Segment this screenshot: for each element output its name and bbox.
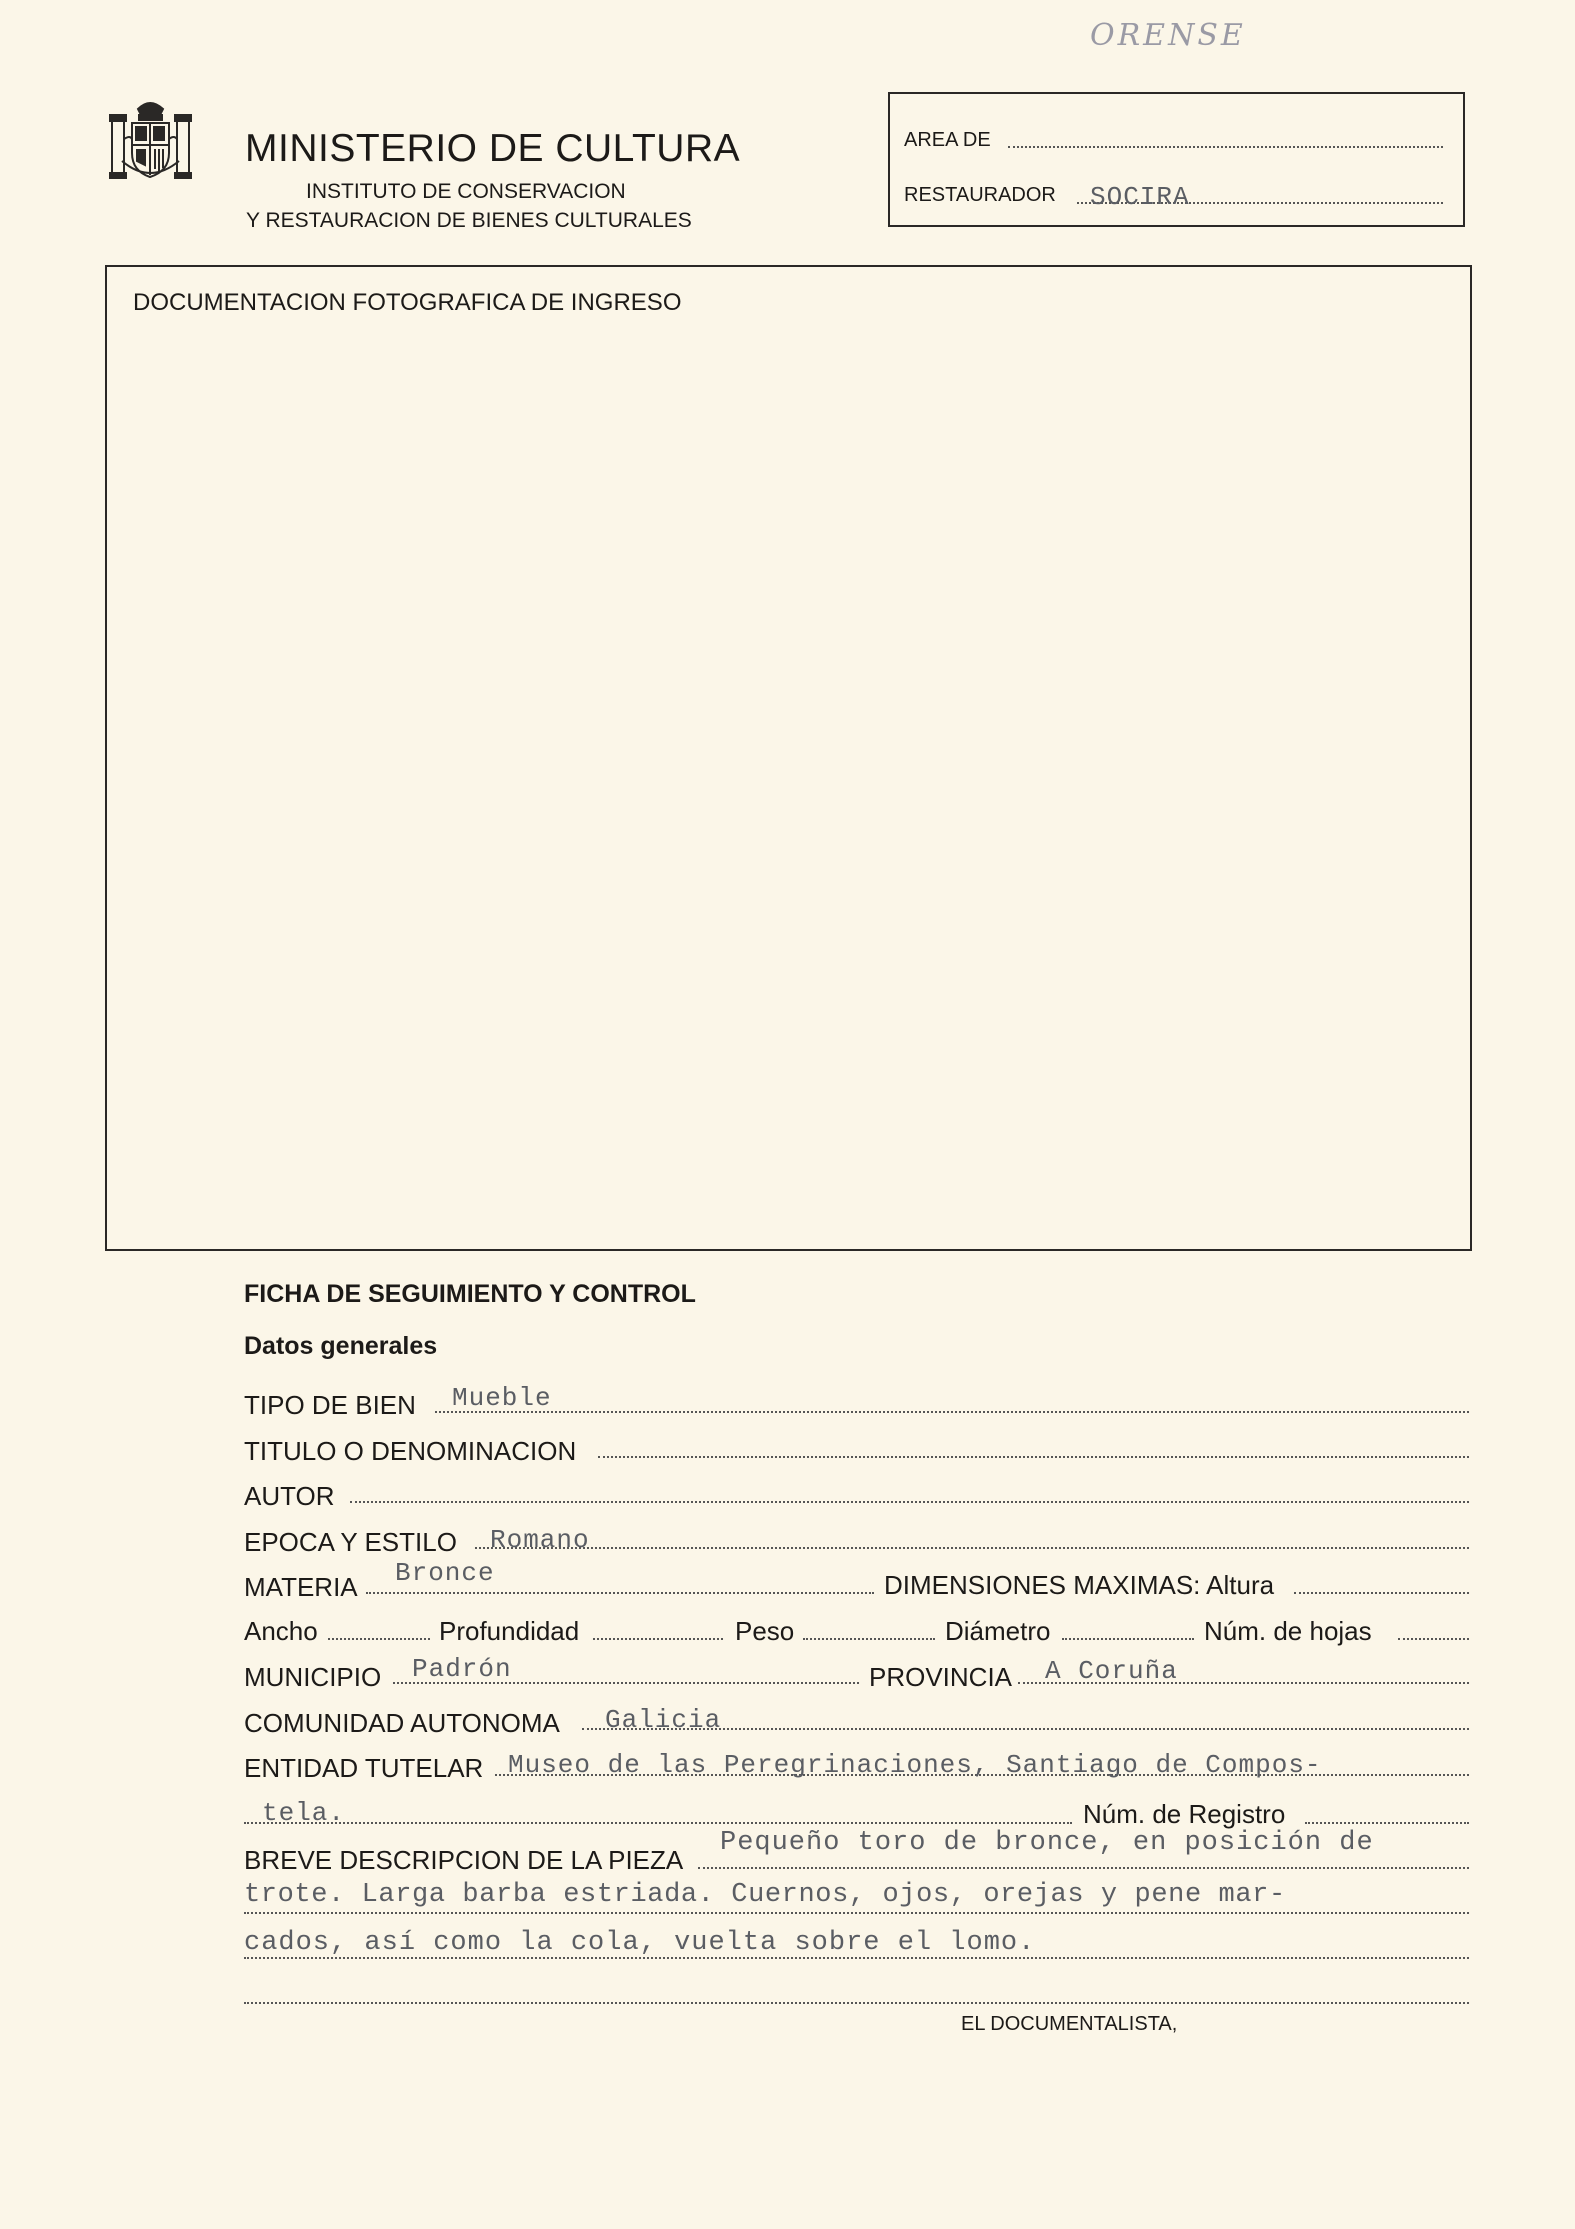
- epoca-value: Romano: [490, 1525, 590, 1555]
- area-field[interactable]: [1008, 146, 1443, 148]
- institute-line-1: INSTITUTO DE CONSERVACION: [306, 180, 626, 203]
- materia-label: MATERIA: [244, 1572, 358, 1602]
- institute-line-2: Y RESTAURACION DE BIENES CULTURALES: [246, 209, 692, 232]
- epoca-field[interactable]: [475, 1547, 1469, 1549]
- municipio-label: MUNICIPIO: [244, 1662, 382, 1692]
- dimensiones-label: DIMENSIONES MAXIMAS: Altura: [884, 1570, 1275, 1600]
- coat-of-arms-icon: [108, 95, 193, 187]
- registro-label: Núm. de Registro: [1083, 1799, 1286, 1829]
- materia-field[interactable]: [366, 1592, 874, 1594]
- ministry-title: MINISTERIO DE CULTURA: [245, 127, 741, 170]
- form-subtitle: Datos generales: [244, 1332, 438, 1360]
- restaurador-value: SOCIRA: [1090, 182, 1190, 212]
- area-label: AREA DE: [904, 129, 991, 151]
- descripcion-line1: Pequeño toro de bronce, en posición de: [720, 1828, 1374, 1858]
- epoca-label: EPOCA Y ESTILO: [244, 1527, 457, 1557]
- ancho-label: Ancho: [244, 1616, 318, 1646]
- altura-field[interactable]: [1294, 1592, 1469, 1594]
- provincia-label: PROVINCIA: [869, 1662, 1013, 1692]
- descripcion-field-4[interactable]: [244, 2002, 1469, 2004]
- profundidad-field[interactable]: [593, 1638, 723, 1640]
- descripcion-field-1[interactable]: [698, 1867, 1469, 1869]
- municipio-value: Padrón: [412, 1654, 512, 1684]
- tipo-label: TIPO DE BIEN: [244, 1390, 416, 1420]
- descripcion-line3: cados, así como la cola, vuelta sobre el lomo.: [244, 1928, 1036, 1958]
- handwritten-note: ORENSE: [1090, 18, 1246, 53]
- entidad-field-2[interactable]: [244, 1822, 1072, 1824]
- autor-field[interactable]: [350, 1501, 1469, 1503]
- photo-documentation-box: [105, 265, 1472, 1251]
- diametro-label: Diámetro: [945, 1616, 1051, 1646]
- comunidad-label: COMUNIDAD AUTONOMA: [244, 1708, 560, 1738]
- restaurador-label: RESTAURADOR: [904, 184, 1056, 206]
- entidad-label: ENTIDAD TUTELAR: [244, 1753, 484, 1783]
- diametro-field[interactable]: [1062, 1638, 1194, 1640]
- descripcion-label: BREVE DESCRIPCION DE LA PIEZA: [244, 1845, 684, 1875]
- entidad-value-line2: tela.: [262, 1798, 346, 1828]
- descripcion-field-2[interactable]: [244, 1912, 1469, 1914]
- ancho-field[interactable]: [328, 1638, 430, 1640]
- hojas-label: Núm. de hojas: [1204, 1616, 1372, 1646]
- tipo-value: Mueble: [452, 1383, 552, 1413]
- descripcion-line2: trote. Larga barba estriada. Cuernos, ojos, orejas y pene mar-: [244, 1880, 1286, 1910]
- form-title: FICHA DE SEGUIMIENTO Y CONTROL: [244, 1280, 696, 1308]
- comunidad-value: Galicia: [605, 1705, 722, 1735]
- tipo-field[interactable]: [435, 1411, 1469, 1413]
- registro-field[interactable]: [1305, 1822, 1469, 1824]
- photo-section-title: DOCUMENTACION FOTOGRAFICA DE INGRESO: [133, 289, 682, 316]
- hojas-field[interactable]: [1398, 1638, 1469, 1640]
- autor-label: AUTOR: [244, 1481, 335, 1511]
- entidad-value-line1: Museo de las Peregrinaciones, Santiago de Compos-: [508, 1750, 1322, 1780]
- documentalista-label: EL DOCUMENTALISTA,: [961, 2013, 1178, 2035]
- titulo-label: TITULO O DENOMINACION: [244, 1436, 577, 1466]
- provincia-value: A Coruña: [1045, 1656, 1178, 1686]
- peso-field[interactable]: [803, 1638, 935, 1640]
- titulo-field[interactable]: [598, 1456, 1469, 1458]
- profundidad-label: Profundidad: [439, 1616, 580, 1646]
- materia-value: Bronce: [395, 1558, 495, 1588]
- peso-label: Peso: [735, 1616, 795, 1646]
